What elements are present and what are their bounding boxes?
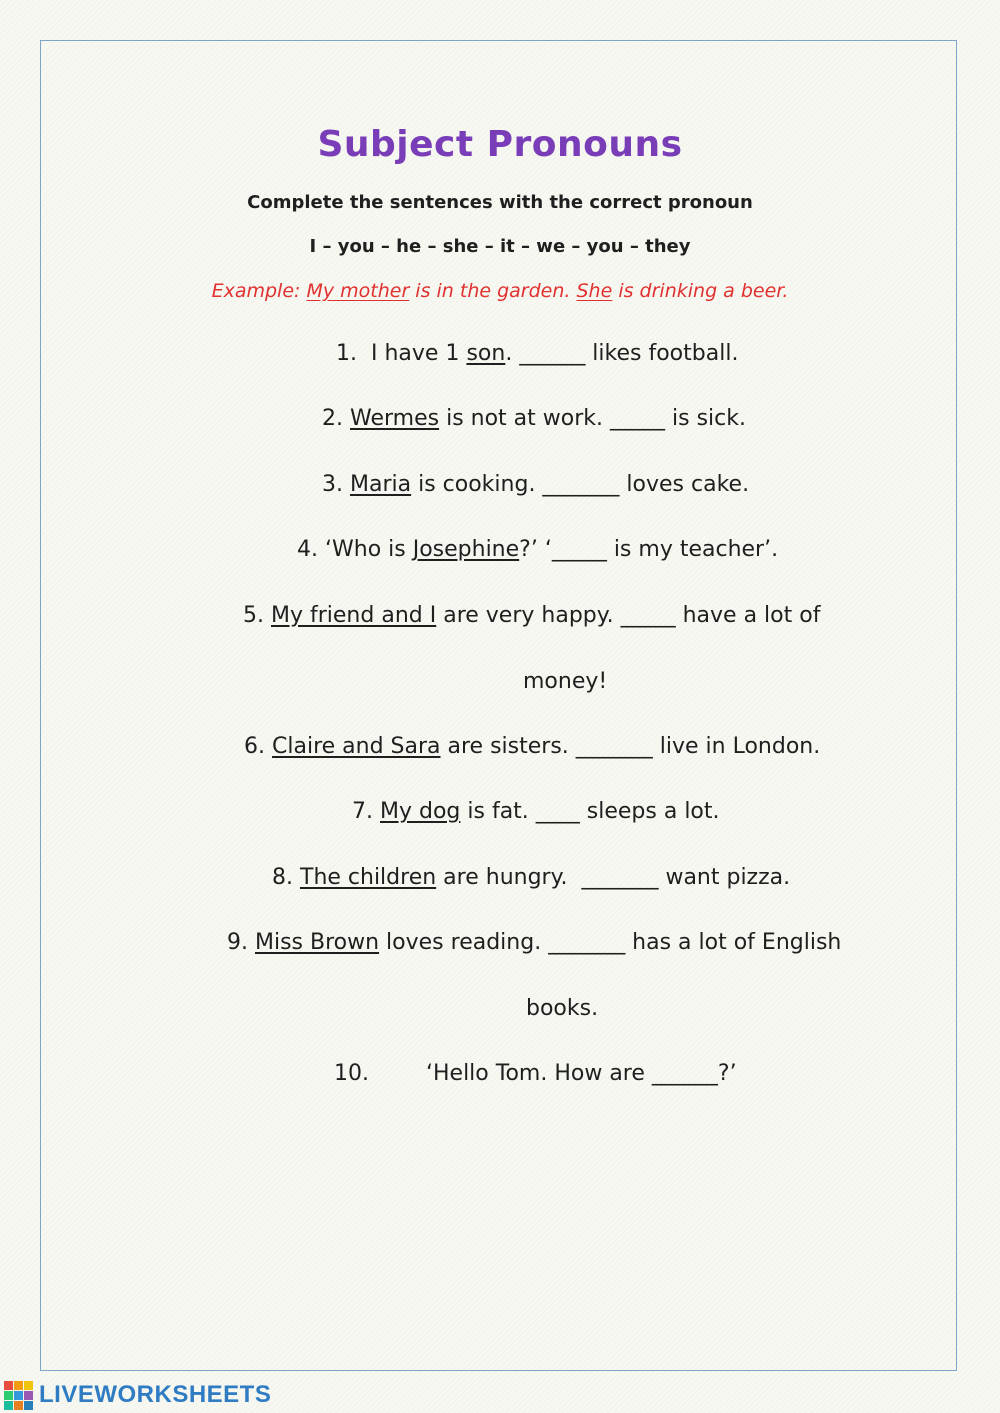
sentence-text: ‘Who is	[325, 537, 413, 562]
underlined-subject: The children	[300, 865, 437, 890]
liveworksheets-logo[interactable]	[4, 1380, 271, 1410]
sentence-text: are hungry. _______ want pizza.	[436, 865, 791, 890]
sentence-text: are very happy. _____ have a lot of	[436, 603, 821, 628]
example-subject: My mother	[306, 280, 410, 302]
item-number: 9.	[227, 930, 248, 955]
underlined-subject: Miss Brown	[255, 930, 380, 955]
sentence-7	[352, 799, 720, 824]
logo-mark-icon	[4, 1381, 33, 1410]
item-number: 2.	[322, 406, 343, 431]
underlined-subject: Josephine	[412, 537, 520, 562]
sentence-8	[272, 865, 790, 890]
sentence-4	[297, 537, 778, 562]
sentence-5-continued: money!	[523, 669, 608, 694]
sentence-10: ‘Hello Tom. How are ______?’	[426, 1061, 737, 1086]
example-lead: Example:	[211, 280, 307, 302]
underlined-subject: Claire and Sara	[272, 734, 441, 759]
example-pronoun: She	[576, 280, 613, 302]
item-number: 7.	[352, 799, 373, 824]
item-number: 4.	[297, 537, 318, 562]
sentence-5	[243, 603, 820, 628]
sentence-text: is not at work. _____ is sick.	[439, 406, 746, 431]
item-number: 1.	[336, 341, 357, 366]
sentence-1	[336, 341, 738, 366]
underlined-subject: Wermes	[350, 406, 440, 431]
example-tail: is drinking a beer.	[612, 280, 789, 302]
example-sentence	[0, 280, 1000, 302]
item-number: 5.	[243, 603, 264, 628]
underlined-subject: son	[466, 341, 506, 366]
example-mid: is in the garden.	[409, 280, 577, 302]
sentence-text: is cooking. _______ loves cake.	[411, 472, 750, 497]
underlined-subject: My friend and I	[271, 603, 437, 628]
sentence-text: I have 1	[371, 341, 467, 366]
sentence-text: . ______ likes football.	[505, 341, 739, 366]
sentence-9-continued: books.	[526, 996, 599, 1021]
sentence-10-number: 10.	[334, 1061, 369, 1086]
sentence-6	[244, 734, 820, 759]
item-number: 3.	[322, 472, 343, 497]
instruction-text: Complete the sentences with the correct pronoun	[247, 192, 753, 213]
underlined-subject: Maria	[350, 472, 412, 497]
sentence-3	[322, 472, 749, 497]
sentence-text: loves reading. _______ has a lot of English	[379, 930, 842, 955]
item-number: 6.	[244, 734, 265, 759]
item-number: 8.	[272, 865, 293, 890]
brand-name: LIVEWORKSHEETS	[39, 1381, 272, 1408]
sentence-text: are sisters. _______ live in London.	[440, 734, 821, 759]
page-title: Subject Pronouns	[317, 124, 683, 165]
sentence-text: is fat. ____ sleeps a lot.	[460, 799, 720, 824]
sentence-9	[227, 930, 841, 955]
sentence-2	[322, 406, 746, 431]
pronoun-list: I – you – he – she – it – we – you – they	[309, 236, 691, 257]
underlined-subject: My dog	[380, 799, 461, 824]
sentence-text: ?’ ‘_____ is my teacher’.	[519, 537, 779, 562]
